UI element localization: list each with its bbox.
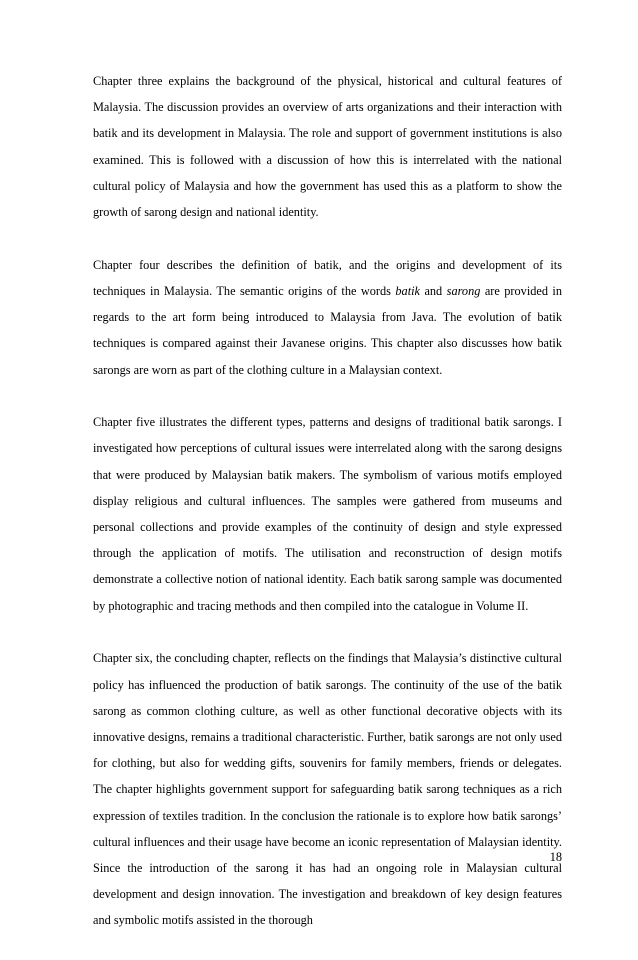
body-text (93, 68, 562, 960)
paragraph-chapter-five (93, 409, 562, 619)
paragraph-text: Chapter three explains the background of the physical, historical and cultural features of Malaysia. The discussion provides an overview of arts organizations and their interaction with batik and its development in Malaysia. The role and support of government institutions is also examined. This is followed with a discussion of how this is interrelated with the national cultural policy of Malaysia and how the government has used this as a platform to show the growth of sarong design and national identity. (93, 74, 562, 220)
paragraph-text: Chapter six, the concluding chapter, reflects on the findings that Malaysia’s distinctive cultural policy has influenced the production of batik sarongs. The continuity of the use of the batik sarong as common clothing culture, as well as other functional decorative objects with its innovative designs, remains a traditional characteristic. Further, batik sarongs are not only used for clothing, but also for wedding gifts, souvenirs for family members, friends or delegates. The chapter highlights government support for safeguarding batik sarong techniques as a rich expression of textiles tradition. In the conclusion the rationale is to explore how batik sarongs’ cultural influences and their usage have become an iconic representation of Malaysian identity. Since the introduction of the sarong it has had an ongoing role in Malaysian cultural development and design innovation. The investigation and breakdown of key design features and symbolic motifs assisted in the thorough (93, 651, 562, 928)
paragraph-text: Chapter five illustrates the different types, patterns and designs of traditional batik sarongs. I investigated how perceptions of cultural issues were interrelated along with the sarong designs that were produced by Malaysian batik makers. The symbolism of various motifs employed display religious and cultural influences. The samples were gathered from museums and personal collections and provide examples of the continuity of design and style expressed through the application of motifs. The utilisation and reconstruction of design motifs demonstrate a collective notion of national identity. Each batik sarong sample was documented by photographic and tracing methods and then compiled into the catalogue in Volume II. (93, 415, 562, 613)
paragraph-chapter-six (93, 645, 562, 933)
paragraph-text: are provided in regards to the art form being introduced to Malaysia from Java. The evolution of batik techniques is compared against their Javanese origins. This chapter also discusses how batik sarongs are worn as part of the clothing culture in a Malaysian context. (93, 283, 563, 377)
paragraph-text: Chapter four describes the definition of batik, and the origins and development of its techniques in Malaysia. The semantic origins of the words (93, 257, 562, 298)
paragraph-text: and (420, 283, 447, 298)
italic-term-sarong: sarong (446, 283, 481, 298)
page-number: 18 (549, 850, 562, 864)
paragraph-chapter-three (93, 68, 562, 225)
paragraph-chapter-four (93, 252, 562, 383)
italic-term-batik: batik (395, 283, 420, 298)
